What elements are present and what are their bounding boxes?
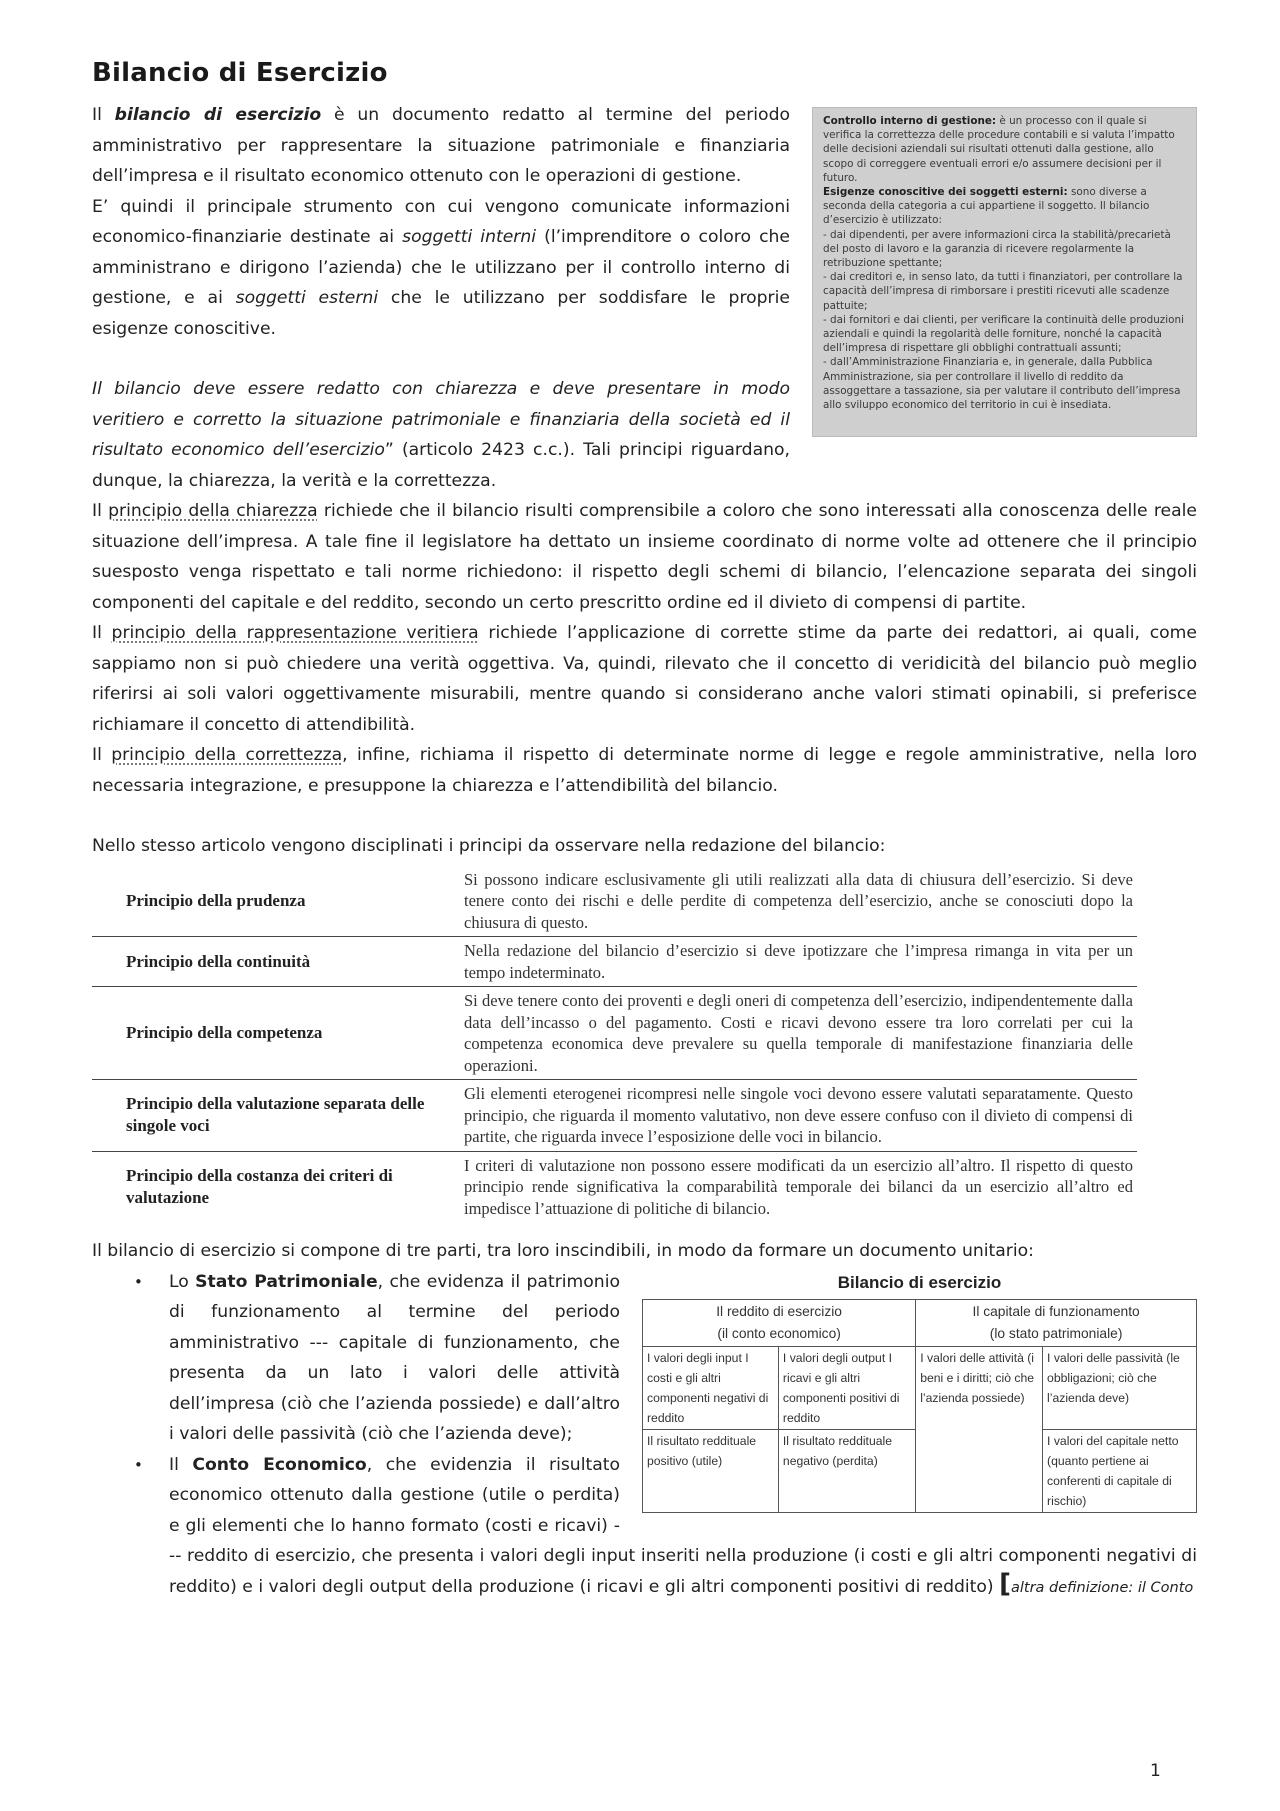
sidebar-heading-esigenze: Esigenze conoscitive dei soggetti esterni: xyxy=(823,186,1068,199)
page-title: Bilancio di Esercizio xyxy=(92,58,388,88)
bilancio-diagram-title: Bilancio di esercizio xyxy=(837,1272,1002,1292)
term-bilancio: bilancio di esercizio xyxy=(114,105,322,125)
table-row: Principio della continuità Nella redazione del bilancio d’esercizio si deve ipotizzare che l’impresa rimanga in vita per un tempo indeterminato. xyxy=(92,937,1137,987)
sidebar-item: - dai fornitori e dai clienti, per verificare la continuità delle produzioni aziendali e quindi la regolarità delle forniture, nonché la capacità dell’impresa di rispettare gli obblighi contrattuali assunti; xyxy=(823,313,1184,355)
sidebar-item: - dai dipendenti, per avere informazioni circa la stabilità/precarietà del posto di lavoro e la garanzia di ricevere regolarmente la retribuzione spettante; xyxy=(823,228,1171,270)
bilancio-table: Il reddito di esercizio (il conto economico) Il capitale di funzionamento (lo stato patrimoniale) I valori degli input I costi e gli altri componenti negativi di reddito I valori degli output I ricavi e gli altri componenti positivi di reddito I valori delle attività (i beni e i diritti; ciò che l’azienda possiede) I valori delle passività (le obbligazioni; ciò che l’azienda deve) Il risultato reddituale positivo (utile) Il risultato reddituale negativo (perdita) I valori del capitale netto (quanto pertiene ai conferenti di capitale di rischio) xyxy=(642,1299,1197,1513)
sidebar-heading-controllo: Controllo interno di gestione: xyxy=(823,115,997,127)
term-soggetti-esterni: soggetti esterni xyxy=(235,288,379,308)
veritiera-paragraph: Il principio della rappresentazione veritiera richiede l’applicazione di corrette stime da parte dei redattori, ai quali, come sappiamo non si può chiedere una verità oggettiva. Va, quindi, rilevato che il concetto di veridicità del bilancio può meglio riferirsi ai soli valori oggettivamente misurabili, mentre quando si considerano anche valori stimati opinabili, si preferisce richiamare il concetto di attendibilità. xyxy=(92,623,1197,735)
list-item: • Lo Stato Patrimoniale, che evidenza il patrimonio di funzionamento al termine del periodo amministrativo --- capitale di funzionamento, che presenta da un lato i valori delle attività dell’impresa (ciò che l’azienda possiede) e dall’altro i valori delle passività (ciò che l’azienda deve); xyxy=(134,1271,620,1444)
sidebar-item: - dall’Amministrazione Finanziaria e, in generale, dalla Pubblica Amministrazione, sia per controllare il livello di reddito da assoggettare a tassazione, sia per valutare il contributo dell’impresa allo sviluppo economico del territorio in cui è insediata. xyxy=(823,356,1181,412)
sidebar-item: - dai creditori e, in senso lato, da tutti i finanziatori, per controllare la capacità dell’impresa di rimborsare i prestiti ricevuti alle scadenze pattuite; xyxy=(823,271,1183,312)
page-number: 1 xyxy=(1150,1761,1161,1781)
table-row: Principio della competenza Si deve tenere conto dei proventi e degli oneri di competenza dell’esercizio, indipendentemente dalla data dell’incasso o del pagamento. Costi e ricavi devono essere tra loro correlati per cui la competenza economica deve prevalere su quella temporale di manifestazione finanziaria delle operazioni. xyxy=(92,987,1137,1080)
term-veritiera: principio della rappresentazione veritiera xyxy=(111,623,479,643)
sidebar-text-esigenze: sono diverse a seconda della categoria a cui appartiene il soggetto. Il bilancio d’esercizio è utilizzato: xyxy=(823,186,1150,227)
term-soggetti-interni: soggetti interni xyxy=(402,227,537,247)
list-item: • Il Conto Economico, che evidenzia il risultato economico ottenuto dalla gestione (utile o perdita) e gli elementi che lo hanno formato (costi e ricavi) --- reddito di esercizio, che presenta i valori degli input inseriti nella produzione (i costi e gli altri componenti negativi di reddito) e i valori degli output della produzione (i ricavi e gli altri componenti positivi di reddito) [altra definizione: il Conto xyxy=(134,1454,1197,1599)
table-row: Principio della prudenza Si possono indicare esclusivamente gli utili realizzati alla data di chiusura dell’esercizio. Si deve tenere conto dei rischi e delle perdite di competenza dell’esercizio, anche se conosciuti dopo la chiusura di questo. xyxy=(92,866,1137,937)
article-quote: Il bilancio deve essere redatto con chiarezza e deve presentare in modo veritiero e corretto la situazione patrimoniale e finanziaria della società ed il risultato economico dell’esercizio” (articolo 2423 c.c.). Tali principi riguardano, dunque, la chiarezza, la verità e la correttezza. xyxy=(92,379,790,491)
intro-paragraph-2: E’ quindi il principale strumento con cui vengono comunicate informazioni economico-finanziarie destinate ai soggetti interni (l’imprenditore o coloro che amministrano e dirigono l’azienda) che le utilizzano per il controllo interno di gestione, e ai soggetti esterni che le utilizzano per soddisfare le proprie esigenze conoscitive. xyxy=(92,196,790,339)
correttezza-paragraph: Il principio della correttezza, infine, richiama il rispetto di determinate norme di legge e regole amministrative, nella loro necessaria integrazione, e presuppone la chiarezza e l’attendibilità del bilancio. xyxy=(92,745,1198,796)
parts-intro: Il bilancio di esercizio si compone di tre parti, tra loro inscindibili, in modo da formare un documento unitario: xyxy=(92,1241,1034,1261)
parts-list xyxy=(92,1267,1197,1604)
info-sidebar-image xyxy=(812,107,1197,437)
chiarezza-paragraph: Il principio della chiarezza richiede che il bilancio risulti comprensibile a coloro che sono interessati alla conoscenza delle reale situazione dell’impresa. A tale fine il legislatore ha dettato un insieme coordinato di norme volte ad ottenere che il principio suesposto venga rispettato e tali norme richiedono: il rispetto degli schemi di bilancio, l’elencazione separata dei singoli componenti del capitale e del reddito, secondo un certo prescritto ordine ed il divieto di compensi di partite. xyxy=(92,501,1198,613)
intro-paragraph: Il bilancio di esercizio è un documento redatto al termine del periodo amministrativo per rappresentare la situazione patrimoniale e finanziaria dell’impresa e il risultato economico ottenuto con le operazioni di gestione. xyxy=(92,105,790,186)
sidebar-text-controllo: è un processo con il quale si verifica la correttezza delle procedure contabili e si valuta l’impatto delle decisioni aziendali sui risultati ottenuti dalla gestione, allo scopo di correggere eventuali errori e/o assumere decisioni per il futuro. xyxy=(823,115,1175,184)
principles-table xyxy=(92,866,1137,1223)
table-row: Principio della valutazione separata delle singole voci Gli elementi eterogenei ricompresi nelle singole voci devono essere valutati separatamente. Questo principio, che riguarda il momento valutativo, non deve essere confuso con il divieto di compensi di partite, che riguarda invece l’esposizione delle voci in bilancio. xyxy=(92,1080,1137,1152)
article-intro: Nello stesso articolo vengono disciplinati i principi da osservare nella redazione del bilancio: xyxy=(92,836,886,856)
term-chiarezza: principio della chiarezza xyxy=(108,501,318,521)
term-correttezza: principio della correttezza xyxy=(111,745,343,765)
document-page xyxy=(92,58,1197,1603)
table-row: Principio della costanza dei criteri di valutazione I criteri di valutazione non possono essere modificati da un esercizio all’altro. Il rispetto di questo principio rende significativa la comparabilità temporale dei bilanci da un esercizio all’altro ed impedisce l’attuazione di politiche di bilancio. xyxy=(126,1155,1133,1218)
